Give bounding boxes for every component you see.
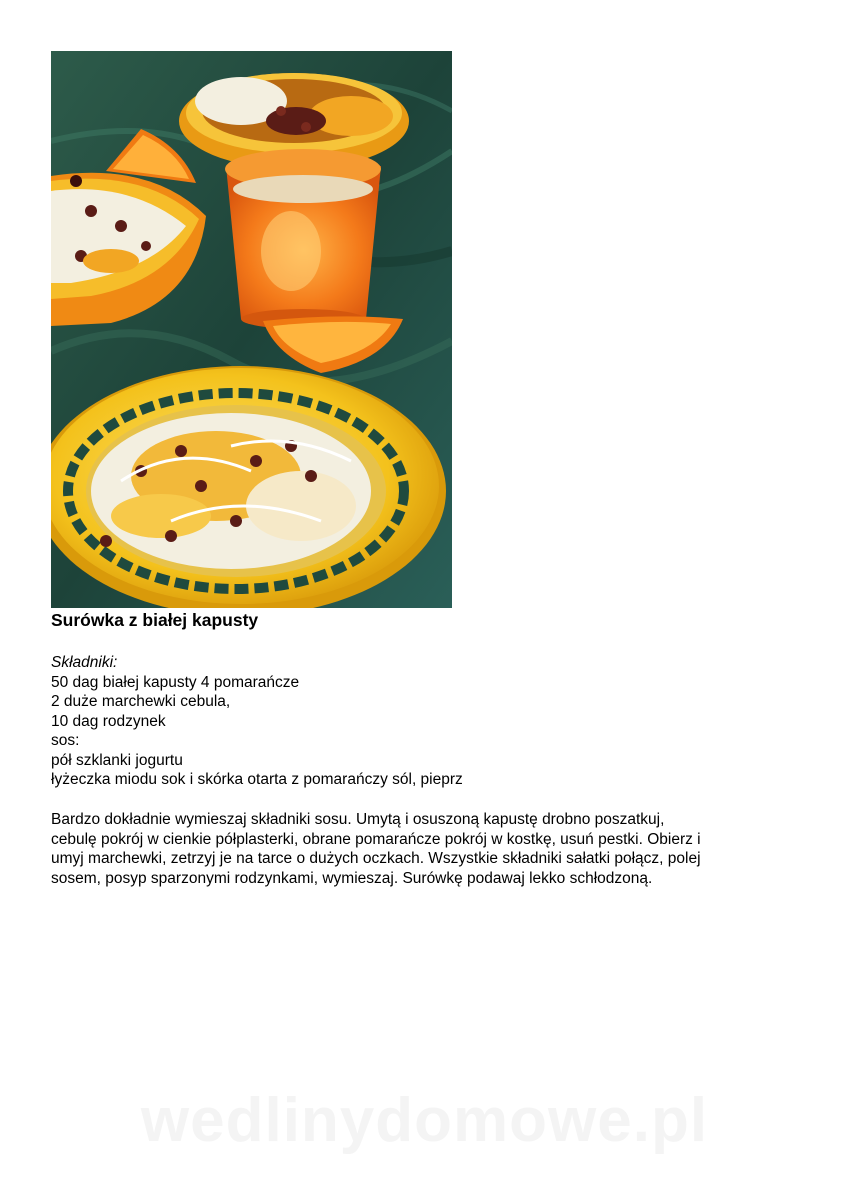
ingredient-line: pół szklanki jogurtu — [51, 751, 183, 769]
site-watermark: wedlinydomowe.pl — [140, 1086, 709, 1155]
drink-glass — [225, 149, 381, 329]
instructions-line: sosem, posyp sparzonymi rodzynkami, wymieszaj. Surówkę podawaj lekko schłodzoną. — [51, 869, 653, 887]
ingredient-line: 10 dag rodzynek — [51, 712, 166, 730]
ingredient-line: 50 dag białej kapusty 4 pomarańcze — [51, 673, 300, 691]
instructions-line: umyj marchewki, zetrzyj je na tarce o dużych oczkach. Wszystkie składniki sałatki połącz, polej — [51, 850, 701, 867]
ingredient-line: 2 duże marchewki cebula, — [51, 693, 231, 710]
recipe-photo — [51, 51, 452, 608]
ingredients-list — [51, 653, 463, 790]
ingredients-heading: Składniki: — [51, 654, 118, 671]
ingredient-line: łyżeczka miodu sok i skórka otarta z pomarańczy sól, pieprz — [51, 771, 463, 788]
instructions-line: Bardzo dokładnie wymieszaj składniki sosu. Umytą i osuszoną kapustę drobno poszatkuj, — [51, 811, 665, 828]
ingredient-line: sos: — [51, 732, 80, 749]
recipe-title: Surówka z białej kapusty — [51, 610, 259, 630]
instructions-line: cebulę pokrój w cienkie półplasterki, obrane pomarańcze pokrój w kostkę, usuń pestki. Obierz i — [51, 830, 701, 848]
instructions-paragraph — [51, 810, 791, 888]
